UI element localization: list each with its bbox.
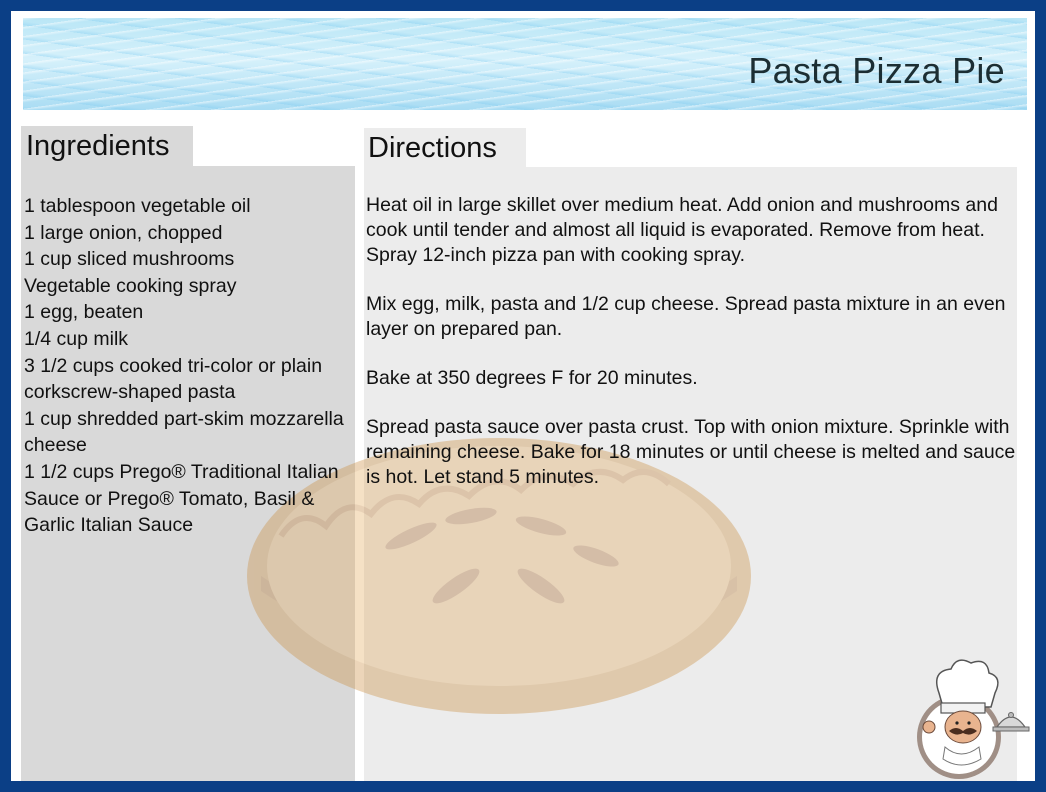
ingredient-item: Vegetable cooking spray — [24, 274, 237, 297]
direction-step: Mix egg, milk, pasta and 1/2 cup cheese. Spread pasta mixture in an even layer on prepared pan. — [366, 293, 1006, 340]
ingredients-list — [24, 193, 352, 539]
ingredient-item: 1 large onion, chopped — [24, 221, 223, 244]
ingredient-item: 3 1/2 cups cooked tri-color or plain corkscrew-shaped pasta — [24, 354, 323, 404]
ingredient-item: 1 egg, beaten — [24, 301, 144, 324]
chef-icon — [909, 655, 1033, 781]
ingredient-item: 1 1/2 cups Prego® Traditional Italian Sauce or Prego® Tomato, Basil & Garlic Italian Sauce — [24, 460, 339, 537]
ingredients-heading: Ingredients — [26, 130, 170, 162]
ingredient-item: 1 cup sliced mushrooms — [24, 248, 235, 271]
title-banner — [23, 18, 1027, 110]
ingredient-item: 1 cup shredded part-skim mozzarella cheese — [24, 407, 344, 457]
directions-heading: Directions — [368, 132, 497, 164]
page-title: Pasta Pizza Pie — [748, 50, 1005, 91]
ingredient-item: 1 tablespoon vegetable oil — [24, 195, 251, 217]
direction-step: Spread pasta sauce over pasta crust. Top with onion mixture. Sprinkle with remaining cheese. Bake for 18 minutes or until cheese is melted and sauce is hot. Let stand 5 minutes. — [366, 416, 1016, 488]
directions-text — [366, 193, 1016, 514]
direction-step: Bake at 350 degrees F for 20 minutes. — [366, 367, 698, 389]
direction-step: Heat oil in large skillet over medium heat. Add onion and mushrooms and cook until tender and almost all liquid is evaporated. Remove from heat. Spray 12-inch pizza pan with cooking spray. — [366, 194, 998, 266]
recipe-card — [11, 11, 1035, 781]
ingredient-item: 1/4 cup milk — [24, 327, 129, 350]
